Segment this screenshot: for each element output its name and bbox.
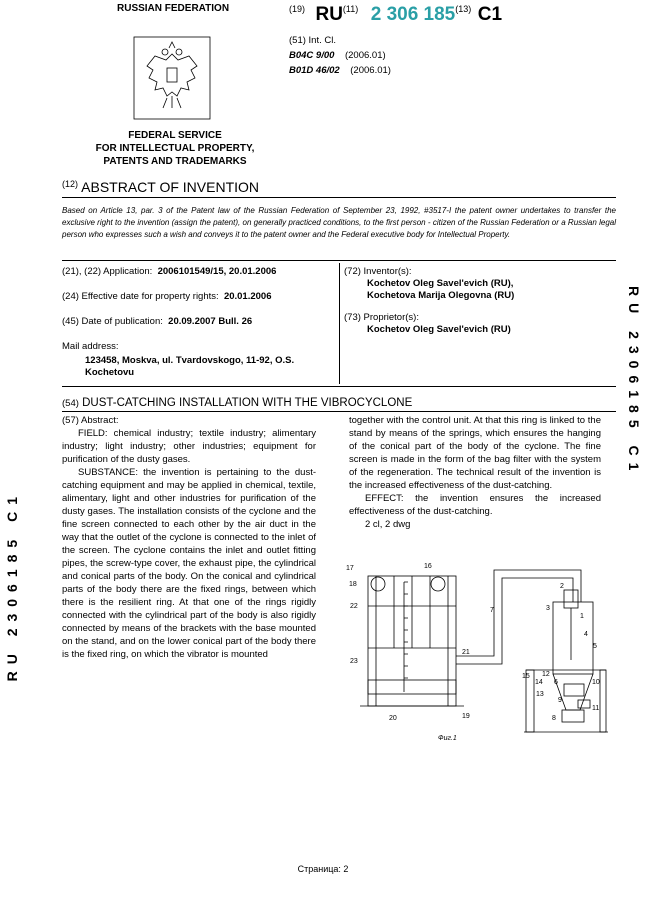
country-header: RUSSIAN FEDERATION xyxy=(117,3,230,14)
effective-label: (24) Effective date for property rights: xyxy=(62,291,219,302)
publication-label: (45) Date of publication: xyxy=(62,316,163,327)
title-text: ABSTRACT OF INVENTION xyxy=(81,179,260,195)
title-code: (12) xyxy=(62,179,79,189)
publication-row xyxy=(62,316,334,328)
drawing-label: 9 xyxy=(558,697,562,704)
drawing-label: 6 xyxy=(554,679,558,686)
drawing-label: 1 xyxy=(580,613,584,620)
drawing-label: 2 xyxy=(560,583,564,590)
patent-number: 2 306 185 xyxy=(370,4,456,25)
patent-drawing xyxy=(346,560,608,740)
drawing-label: 7 xyxy=(490,607,494,614)
mail-label: Mail address: xyxy=(62,341,119,352)
class-code: B04C 9/00 xyxy=(289,50,335,61)
drawing-label: 4 xyxy=(584,631,588,638)
biblio-divider xyxy=(339,263,340,384)
drawing-label: 13 xyxy=(536,691,544,698)
application-row xyxy=(62,266,334,278)
abstract-effect: EFFECT: the invention ensures the increased effectiveness of the dust-catching. xyxy=(349,493,601,517)
service-line-2: FOR INTELLECTUAL PROPERTY, xyxy=(95,143,255,154)
drawing-label: 22 xyxy=(350,603,358,610)
biblio-top-rule xyxy=(62,260,616,261)
abstract-label: (57) Abstract: xyxy=(62,415,119,426)
invention-title-text: DUST-CATCHING INSTALLATION WITH THE VIBROCYCLONE xyxy=(82,397,413,409)
side-code-right: RU 2306185 C1 xyxy=(626,286,642,478)
abstract-field: FIELD: chemical industry; textile industry; alimentary industry; light industry; other industries; equipment for purification of the dusty gases. xyxy=(62,428,316,465)
abstract-left-column xyxy=(62,414,316,661)
drawing-label: 12 xyxy=(542,671,550,678)
drawing-label: 5 xyxy=(593,643,597,650)
page-footer: Страница: 2 xyxy=(297,864,349,874)
class-row xyxy=(289,48,391,63)
patent-number-line xyxy=(289,4,502,26)
service-line-3: PATENTS AND TRADEMARKS xyxy=(103,156,247,167)
drawing-label: 16 xyxy=(424,563,432,570)
document-title xyxy=(62,179,259,195)
drawing-label: 14 xyxy=(535,679,543,686)
mail-value: 123458, Moskva, ul. Tvardovskogo, 11-92, O.S. Kochetovu xyxy=(85,355,295,378)
publication-value: 20.09.2007 Bull. 26 xyxy=(168,316,253,327)
biblio-right-column xyxy=(344,266,616,336)
class-date: (2006.01) xyxy=(350,65,391,76)
class-row xyxy=(289,63,391,78)
inventor-label: (72) Inventor(s): xyxy=(344,266,412,277)
service-line-1: FEDERAL SERVICE xyxy=(128,130,222,141)
proprietor-label: (73) Proprietor(s): xyxy=(344,312,419,323)
drawing-label: 21 xyxy=(462,649,470,656)
inventor-2: Kochetova Marija Olegovna (RU) xyxy=(367,290,515,301)
code-11: (11) xyxy=(342,4,359,14)
application-label: (21), (22) Application: xyxy=(62,266,153,277)
abstract-substance: SUBSTANCE: the invention is pertaining to the dust-catching equipment and may be applied in chemical, textile, alimentary, light and other industries for purification of the dusty gases. The installation consists of the cyclone and the fine screen connected to each other by the air duct in the way that the outlet of the cyclone is connected to the inlet of the screen. The cyclone contains the inlet and outlet fitting pipes, the screw-type cover, the exhaust pipe, the cylindrical and conical parts of the body. On the conical and cylindrical parts of the body there are the fixed rings, between which there is the resilient ring. At that one of the rings rigidly connected with the cylindrical part of the body is also rigidly connected by means of the brackets with the base mounted on the stand, and on the lower conical part of the body there is the fixed ring, on which the vibrator is mounted xyxy=(62,467,316,660)
int-classification xyxy=(289,33,391,78)
drawing-label: 17 xyxy=(346,565,354,572)
class-date: (2006.01) xyxy=(344,50,386,61)
biblio-left-column xyxy=(62,266,334,379)
int-cl-label: (51) Int. Cl. xyxy=(289,35,336,46)
drawing-label: 20 xyxy=(389,715,397,722)
application-value: 2006101549/15, 20.01.2006 xyxy=(157,266,277,277)
proprietor-value: Kochetov Oleg Savel'evich (RU) xyxy=(367,324,511,335)
drawing-label: 10 xyxy=(592,679,600,686)
effective-date-row xyxy=(62,291,334,303)
drawing-caption: Фиг.1 xyxy=(438,735,457,740)
country-code: RU xyxy=(315,4,343,25)
abstract-claims: 2 cl, 2 dwg xyxy=(365,519,411,530)
abstract-right-column xyxy=(349,414,601,531)
code-13: (13) xyxy=(455,4,472,14)
coat-of-arms-emblem xyxy=(133,36,211,120)
effective-value: 20.01.2006 xyxy=(223,291,272,302)
drawing-label: 3 xyxy=(546,605,550,612)
biblio-bottom-rule xyxy=(62,386,616,387)
abstract-rule xyxy=(62,411,616,412)
drawing-label: 15 xyxy=(522,673,530,680)
federal-service-name xyxy=(80,129,270,168)
invention-title-code: (54) xyxy=(62,398,79,409)
invention-title xyxy=(62,397,412,409)
drawing-label: 19 xyxy=(462,713,470,720)
class-code: B01D 46/02 xyxy=(289,65,340,76)
code-19: (19) xyxy=(289,4,306,14)
abstract-substance-continued: together with the control unit. At that this ring is linked to the stand by means of the springs, which ensures the hanging of the conical part of the body of the cyclone. The fine screen is made in the form of the bag filter with the system of the regeneration. The technical result of the invention is the increased effectiveness of the dust-catching. xyxy=(349,415,601,491)
drawing-label: 23 xyxy=(350,658,358,665)
title-rule xyxy=(62,197,616,198)
side-code-left: RU 2306185 C1 xyxy=(4,490,20,682)
drawing-label: 18 xyxy=(349,581,357,588)
legal-notice: Based on Article 13, par. 3 of the Patent law of the Russian Federation of September 23, 1992, #3517-I the patent owner undertakes to transfer the exclusive right to the invention (assign the patent), on generally practiced conditions, to the first person - citizen of the Russian Federation or a Russian legal person who expresses such a wish and conveys it to the patent owner and the Federal executive body for Intellectual Property. xyxy=(62,206,616,239)
inventor-1: Kochetov Oleg Savel'evich (RU), xyxy=(367,278,514,289)
drawing-label: 8 xyxy=(552,715,556,722)
drawing-label: 11 xyxy=(592,705,600,712)
kind-code: C1 xyxy=(477,4,503,25)
